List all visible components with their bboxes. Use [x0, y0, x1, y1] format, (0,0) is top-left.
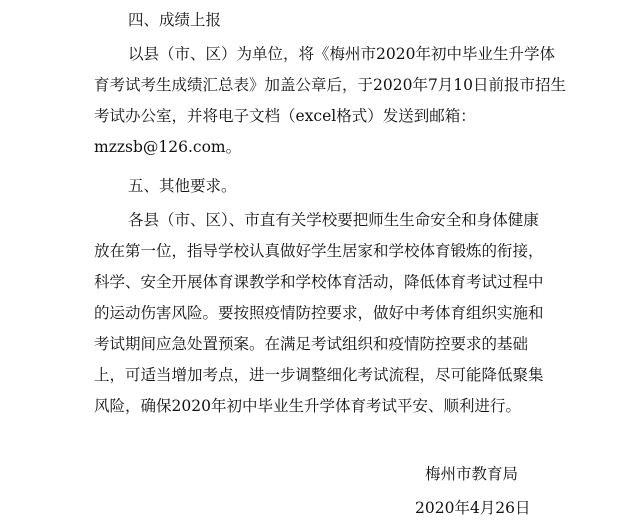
section-heading-other: 五、其他要求。	[128, 177, 237, 195]
paragraph-line: 各县（市、区）、市直有关学校要把师生生命安全和身体健康	[128, 211, 539, 229]
paragraph-line: 育考试考生成绩汇总表》加盖公章后，于2020年7月10日前报市招生	[94, 76, 567, 94]
paragraph-line: 放在第一位，指导学校认真做好学生居家和学校体育锻炼的衔接，	[94, 242, 544, 260]
section-heading-report: 四、成绩上报	[128, 11, 222, 29]
email-address: mzzsb@126.com。	[94, 138, 242, 156]
paragraph-line: 考试办公室，并将电子文档（excel格式）发送到邮箱：	[94, 107, 476, 125]
signature-org: 梅州市教育局	[425, 465, 519, 483]
paragraph-line: 的运动伤害风险。要按照疫情防控要求，做好中考体育组织实施和	[94, 304, 544, 322]
paragraph-line: 上，可适当增加考点，进一步调整细化考试流程，尽可能降低聚集	[94, 366, 544, 384]
paragraph-line: 科学、安全开展体育课教学和学校体育活动，降低体育考试过程中	[94, 273, 544, 291]
paragraph-line: 风险，确保2020年初中毕业生升学体育考试平安、顺利进行。	[94, 397, 521, 415]
paragraph-line: 以县（市、区）为单位，将《梅州市2020年初中毕业生升学体	[128, 45, 555, 63]
signature-date: 2020年4月26日	[415, 499, 531, 517]
paragraph-line: 考试期间应急处置预案。在满足考试组织和疫情防控要求的基础	[94, 335, 529, 353]
